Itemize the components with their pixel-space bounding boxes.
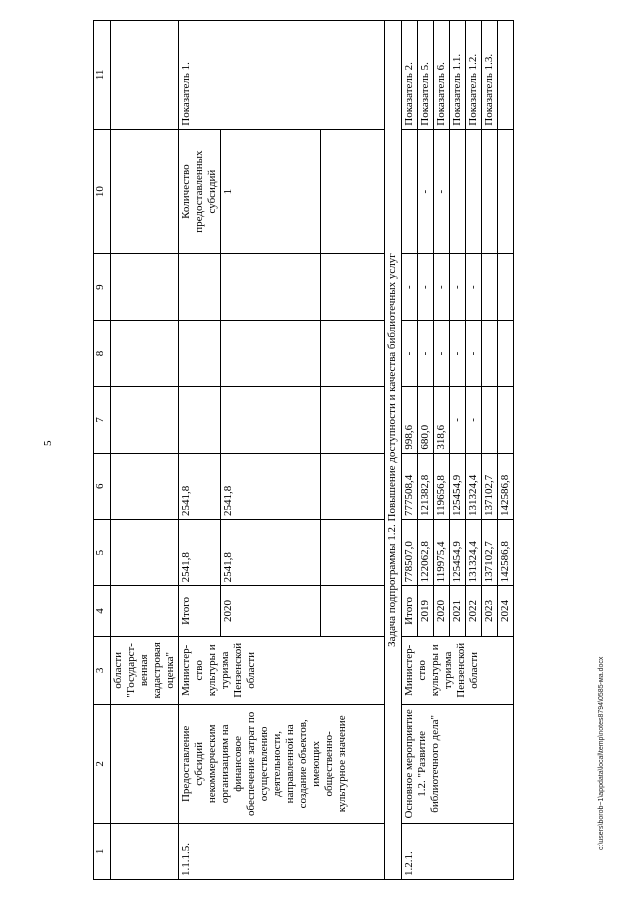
table-cell: 2541,8 xyxy=(221,519,321,585)
executor: Министер-ство культуры и туризма Пензенской области xyxy=(402,636,514,704)
table-cell xyxy=(498,254,514,320)
table-cell xyxy=(321,129,385,254)
table-cell: - xyxy=(418,129,434,254)
col-header: 7 xyxy=(94,387,111,453)
measure-name: Предоставление субсидий некоммерческим организациям на финансовое обеспечение затрат по осуществлению деятельности, направленной на создание объектов, имеющих общественно-культурное значение xyxy=(179,705,385,824)
table-cell: 131324,4 xyxy=(466,519,482,585)
task-title: Задача подпрограммы 1.2. Повышение доступности и качества библиотечных услуг xyxy=(385,21,402,880)
table-cell: 119656,8 xyxy=(434,453,450,519)
year-cell: 2021 xyxy=(450,586,466,636)
table-cell xyxy=(498,21,514,130)
table-cell xyxy=(482,254,498,320)
table-cell xyxy=(111,586,179,636)
table-cell: - xyxy=(466,320,482,386)
table-cell: 998,6 xyxy=(402,387,418,453)
table-cell: 777508,4 xyxy=(402,453,418,519)
table-cell xyxy=(221,320,321,386)
table-cell: 318,6 xyxy=(434,387,450,453)
table-cell xyxy=(482,129,498,254)
task-row xyxy=(385,21,402,880)
table-cell xyxy=(498,320,514,386)
row-number: 1.1.1.5. xyxy=(179,823,385,879)
table-cell xyxy=(482,387,498,453)
table-cell xyxy=(321,519,385,585)
indicator-ref: Показатель 1. xyxy=(179,21,385,130)
table-cell: 125454,9 xyxy=(450,519,466,585)
year-cell: 2020 xyxy=(221,586,321,636)
table-cell xyxy=(321,586,385,636)
table-cell: 137102,7 xyxy=(482,453,498,519)
table-cell xyxy=(179,320,221,386)
table-cell xyxy=(111,453,179,519)
header-row xyxy=(94,21,111,880)
col-header: 11 xyxy=(94,21,111,130)
table-row xyxy=(402,21,418,880)
table-cell: 119975,4 xyxy=(434,519,450,585)
table-cell: - xyxy=(402,254,418,320)
table-cell xyxy=(498,129,514,254)
table-cell xyxy=(111,254,179,320)
table-cell: - xyxy=(434,254,450,320)
table-cell: 2541,8 xyxy=(221,453,321,519)
table-cell xyxy=(482,320,498,386)
table-cell xyxy=(402,129,418,254)
year-cell: 2022 xyxy=(466,586,482,636)
table-cell: 122062,8 xyxy=(418,519,434,585)
indicator-ref: Показатель 1.3. xyxy=(482,21,498,130)
table-cell: области "Государст-венная кадастровая оценка" xyxy=(111,636,179,704)
col-header: 6 xyxy=(94,453,111,519)
table-cell: 131324,4 xyxy=(466,453,482,519)
table-cell xyxy=(466,129,482,254)
table-cell xyxy=(111,129,179,254)
col-header: 5 xyxy=(94,519,111,585)
indicator-ref: Показатель 2. xyxy=(402,21,418,130)
col-header: 4 xyxy=(94,586,111,636)
table-cell: 2541,8 xyxy=(179,519,221,585)
year-cell: 2020 xyxy=(434,586,450,636)
page-number: 5 xyxy=(42,440,54,446)
executor: Министер-ство культуры и туризма Пензенской области xyxy=(179,636,385,704)
indicator-ref: Показатель 6. xyxy=(434,21,450,130)
measure-name: Основное мероприятие 1.2. "Развитие библиотечного дела" xyxy=(402,705,514,824)
col-header: 3 xyxy=(94,636,111,704)
table-cell: - xyxy=(434,320,450,386)
year-cell: Итого xyxy=(402,586,418,636)
row-number: 1.2.1. xyxy=(402,823,514,879)
indicator-value: 1 xyxy=(221,129,321,254)
table-cell xyxy=(498,387,514,453)
col-header: 8 xyxy=(94,320,111,386)
col-header: 1 xyxy=(94,823,111,879)
table-cell: - xyxy=(450,320,466,386)
file-path-footer: c:\users\borob~1\appdata\local\temp\notes8794\0585-ма.docx xyxy=(598,656,605,850)
table-cell xyxy=(111,705,179,824)
table-cell: - xyxy=(402,320,418,386)
table-cell: 142586,8 xyxy=(498,519,514,585)
table-cell: 680,0 xyxy=(418,387,434,453)
table-cell xyxy=(111,519,179,585)
table-cell xyxy=(111,320,179,386)
table-cell: 778507,0 xyxy=(402,519,418,585)
indicator-ref: Показатель 1.1. xyxy=(450,21,466,130)
rotated-page xyxy=(93,20,588,880)
table-cell xyxy=(321,387,385,453)
table-cell: - xyxy=(418,320,434,386)
table-cell: 125454,9 xyxy=(450,453,466,519)
table-cell xyxy=(321,320,385,386)
table-cell xyxy=(179,254,221,320)
table-cell: - xyxy=(466,387,482,453)
table-cell: 2541,8 xyxy=(179,453,221,519)
year-cell: Итого xyxy=(179,586,221,636)
table-cell xyxy=(221,387,321,453)
table-cell xyxy=(321,254,385,320)
table-cell xyxy=(111,823,179,879)
table-cell: 142586,8 xyxy=(498,453,514,519)
indicator-name: Количество предоставленных субсидий xyxy=(179,129,221,254)
col-header: 2 xyxy=(94,705,111,824)
program-table xyxy=(93,20,514,880)
table-cell xyxy=(111,21,179,130)
indicator-ref: Показатель 1.2. xyxy=(466,21,482,130)
table-cell xyxy=(321,453,385,519)
col-header: 9 xyxy=(94,254,111,320)
table-cell: - xyxy=(450,387,466,453)
table-cell xyxy=(179,387,221,453)
table-cell: - xyxy=(434,129,450,254)
year-cell: 2023 xyxy=(482,586,498,636)
table-cell: - xyxy=(418,254,434,320)
table-cell: - xyxy=(466,254,482,320)
year-cell: 2019 xyxy=(418,586,434,636)
table-row xyxy=(111,21,179,880)
table-cell xyxy=(221,254,321,320)
year-cell: 2024 xyxy=(498,586,514,636)
table-cell: 137102,7 xyxy=(482,519,498,585)
table-row xyxy=(179,21,221,880)
table-cell: - xyxy=(450,254,466,320)
col-header: 10 xyxy=(94,129,111,254)
table-cell xyxy=(111,387,179,453)
table-cell xyxy=(450,129,466,254)
indicator-ref: Показатель 5. xyxy=(418,21,434,130)
table-cell: 121382,8 xyxy=(418,453,434,519)
